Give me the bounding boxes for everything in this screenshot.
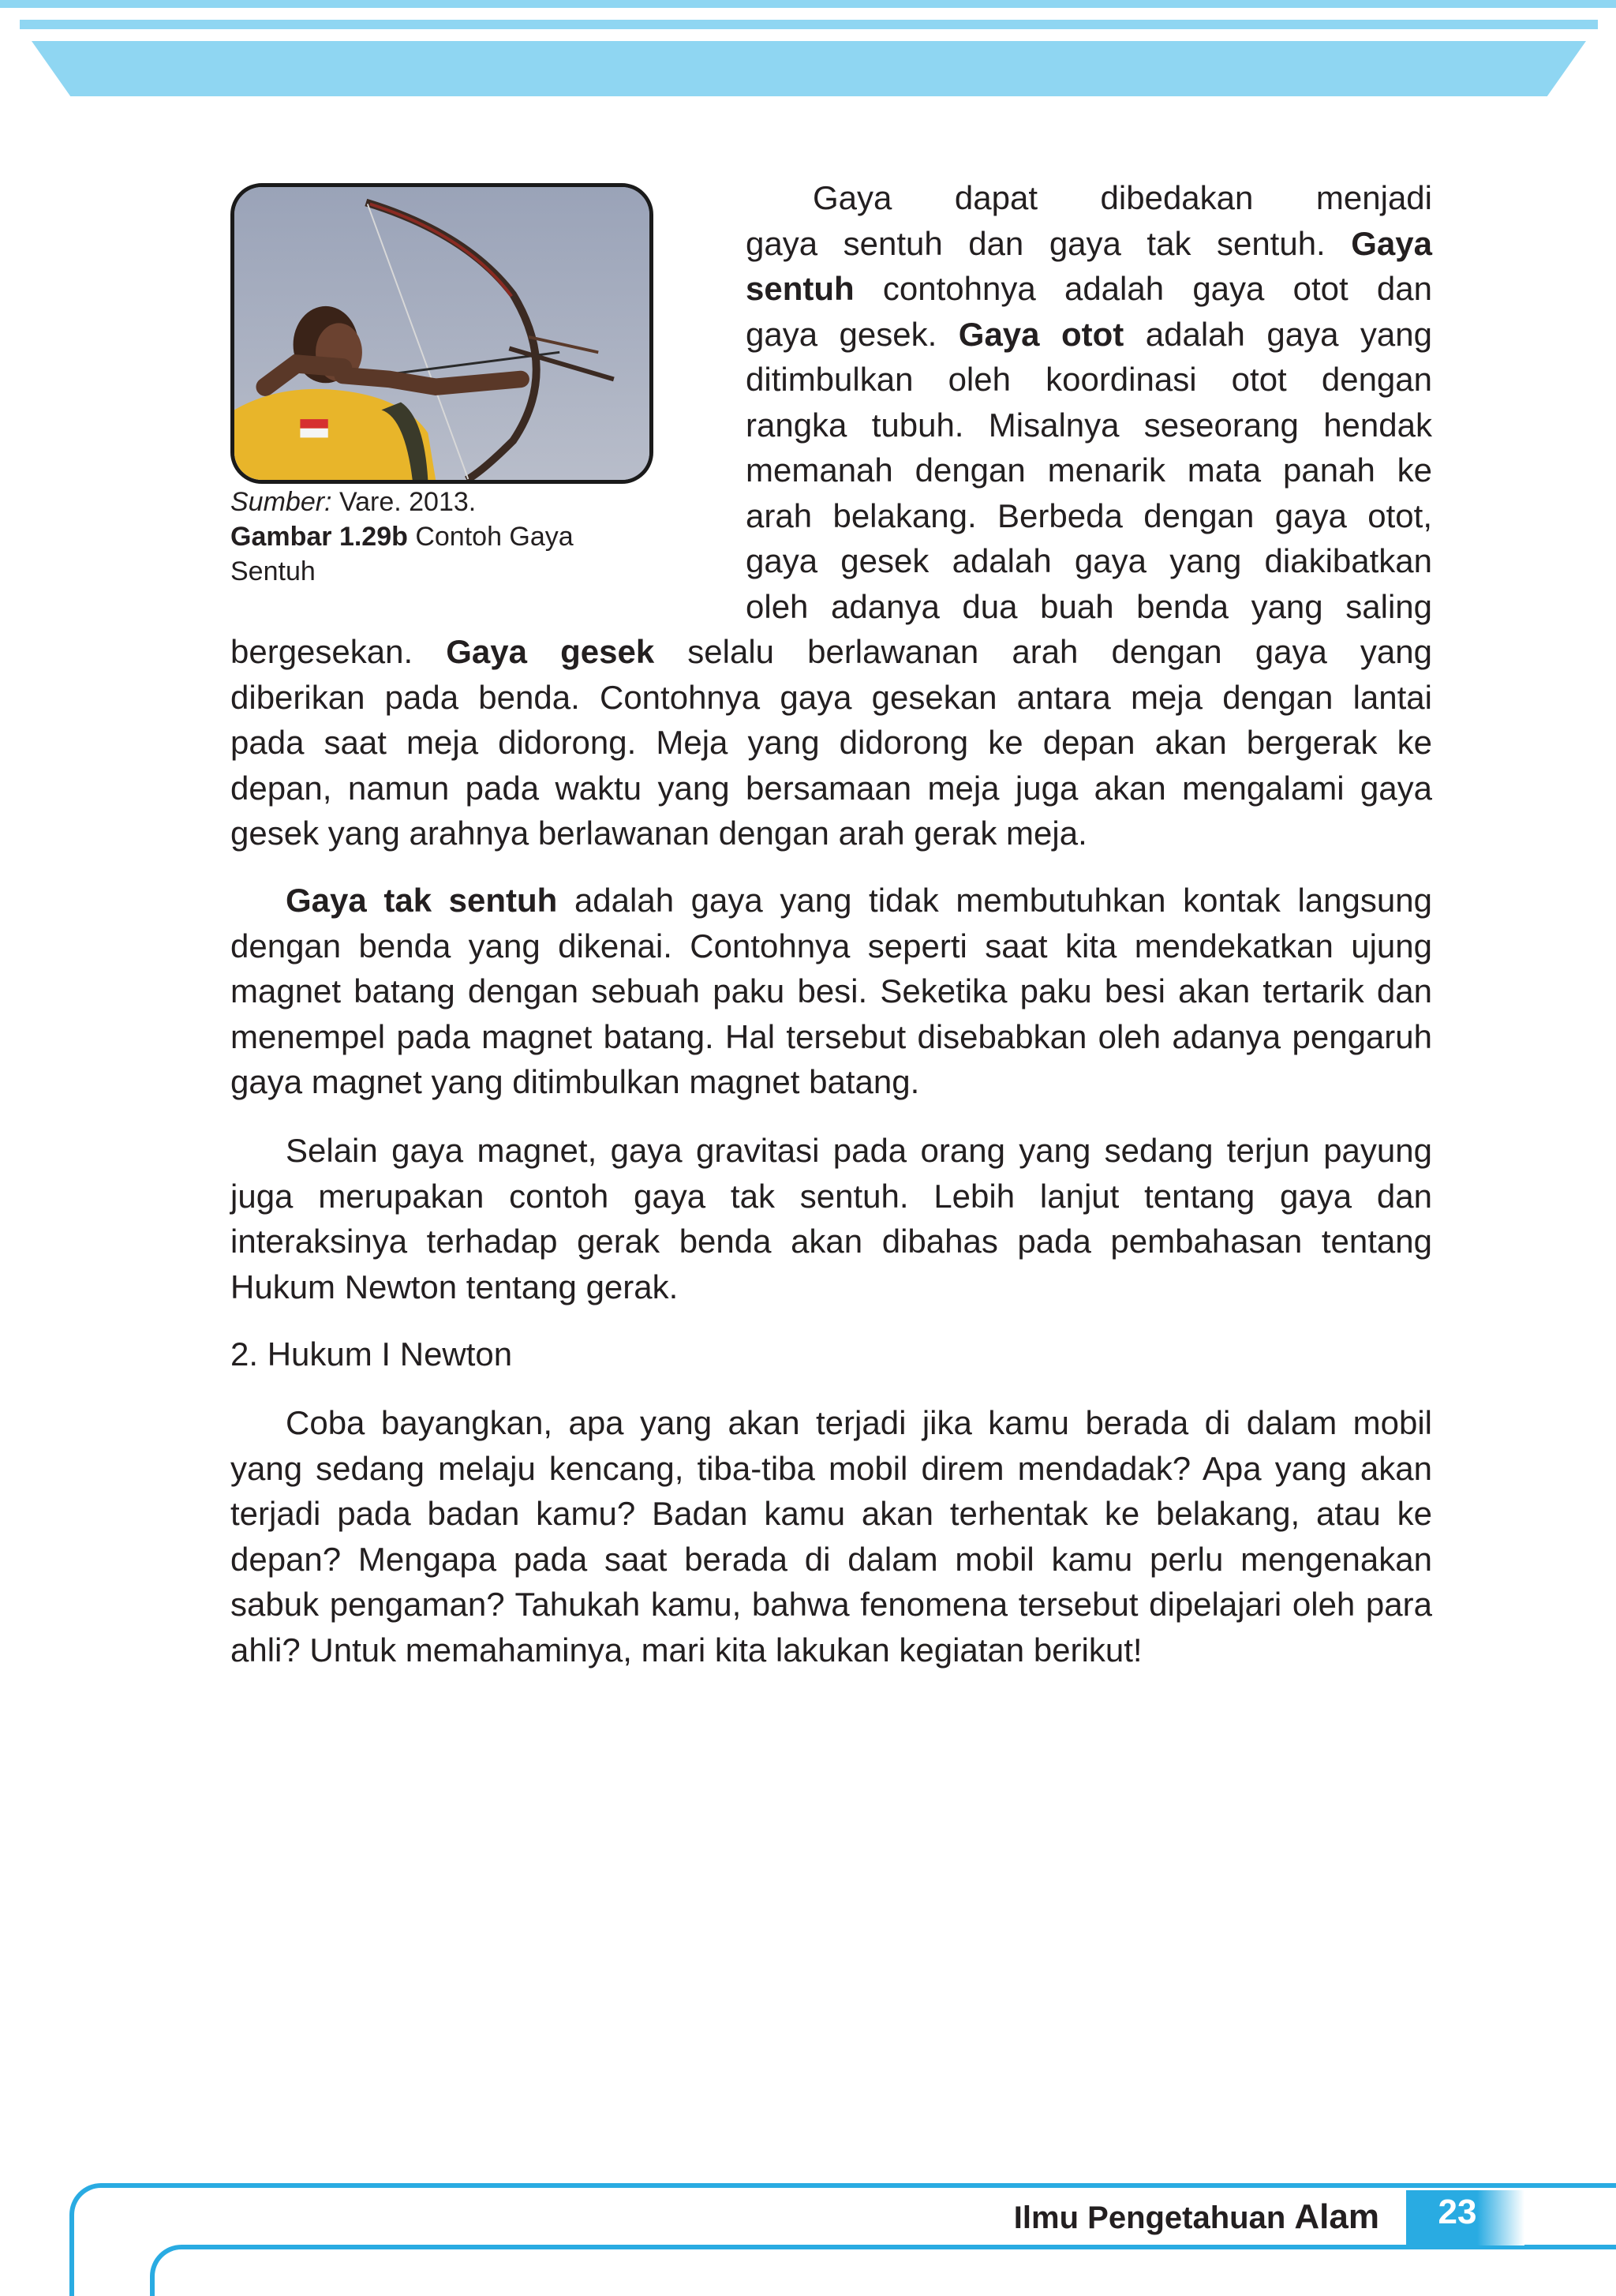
text-line: pada saat meja didorong. Meja yang didorong ke depan akan bergerak ke [230, 724, 1432, 761]
page-number: 23 [1438, 2193, 1477, 2231]
paragraph-4 [230, 1400, 1432, 1672]
text-line: bergesekan. Gaya gesek selalu berlawanan arah dengan gaya yang [230, 633, 1432, 670]
text-line: gesek yang arahnya berlawanan dengan arah gerak meja. [230, 815, 1087, 852]
paragraph-3 [230, 1128, 1432, 1309]
figure-number: Gambar 1.29b [230, 522, 408, 552]
section-heading: 2. Hukum I Newton [230, 1335, 513, 1373]
paragraph-4-text: Coba bayangkan, apa yang akan terjadi jika kamu berada di dalam mobil yang sedang melaju kencang, tiba-tiba mobil direm mendadak? Apa yang akan terjadi pada badan kamu? Badan kamu akan terhentak ke belakang, atau ke depan? Mengapa pada saat berada di dalam mobil kamu perlu mengenakan sabuk pengaman? Tahukah kamu, bahwa fenomena tersebut dipelajari oleh para ahli? Untuk memahaminya, mari kita lakukan kegiatan berikut! [230, 1404, 1432, 1669]
text-line: memanah dengan menarik mata panah ke [746, 451, 1432, 489]
text-line: gaya gesek. Gaya otot adalah gaya yang [746, 315, 1432, 353]
text-line: diberikan pada benda. Contohnya gaya gesekan antara meja dengan lantai [230, 678, 1432, 716]
header-stripe-top [0, 0, 1616, 8]
paragraph-3-text: Selain gaya magnet, gaya gravitasi pada orang yang sedang terjun payung juga merupakan contoh gaya tak sentuh. Lebih lanjut tentang gaya dan interaksinya terhadap gerak benda akan dibahas pada pembahasan tentang Hukum Newton tentang gerak. [230, 1132, 1432, 1305]
paragraph-1-wrapped [746, 175, 1432, 629]
book-title: Ilmu Pengetahuan Alam [1013, 2197, 1379, 2236]
text-line: depan, namun pada waktu yang bersamaan meja juga akan mengalami gaya [230, 769, 1432, 807]
text-line: gaya sentuh dan gaya tak sentuh. Gaya [746, 224, 1432, 262]
paragraph-2 [230, 878, 1432, 1105]
figure-source [230, 485, 641, 519]
text-line: rangka tubuh. Misalnya seseorang hendak [746, 406, 1432, 444]
figure-title-text: Contoh Gaya Sentuh [230, 522, 574, 586]
paragraph-2-text: Gaya tak sentuh adalah gaya yang tidak membutuhkan kontak langsung dengan benda yang dikenai. Contohnya seperti saat kita mendekatkan ujung magnet batang dengan sebuah paku besi. Seketika paku besi akan tertarik dan menempel pada magnet batang. Hal tersebut disebabkan oleh adanya pengaruh gaya magnet yang ditimbulkan magnet batang. [230, 882, 1432, 1100]
paragraph-1-continued [230, 629, 1432, 856]
figure-caption [230, 485, 641, 589]
text-line: arah belakang. Berbeda dengan gaya otot, [746, 496, 1432, 534]
source-label: Sumber: [230, 487, 332, 517]
term-gaya-tak-sentuh: Gaya tak sentuh [286, 882, 558, 919]
figure-title [230, 519, 641, 589]
text-line: ditimbulkan oleh koordinasi otot dengan [746, 361, 1432, 398]
text-line: oleh adanya dua buah benda yang saling [746, 587, 1432, 625]
text-line: gaya gesek adalah gaya yang diakibatkan [746, 542, 1432, 579]
header-band [32, 41, 1586, 96]
text-line: sentuh contohnya adalah gaya otot dan [746, 270, 1432, 307]
archer-photo [230, 183, 653, 484]
text-line: Gaya dapat dibedakan menjadi [813, 179, 1432, 216]
source-text: Vare. 2013. [331, 487, 477, 517]
header-stripe-middle [20, 20, 1598, 29]
footer-frame-inner [150, 2245, 1616, 2296]
archer-illustration [234, 187, 649, 480]
